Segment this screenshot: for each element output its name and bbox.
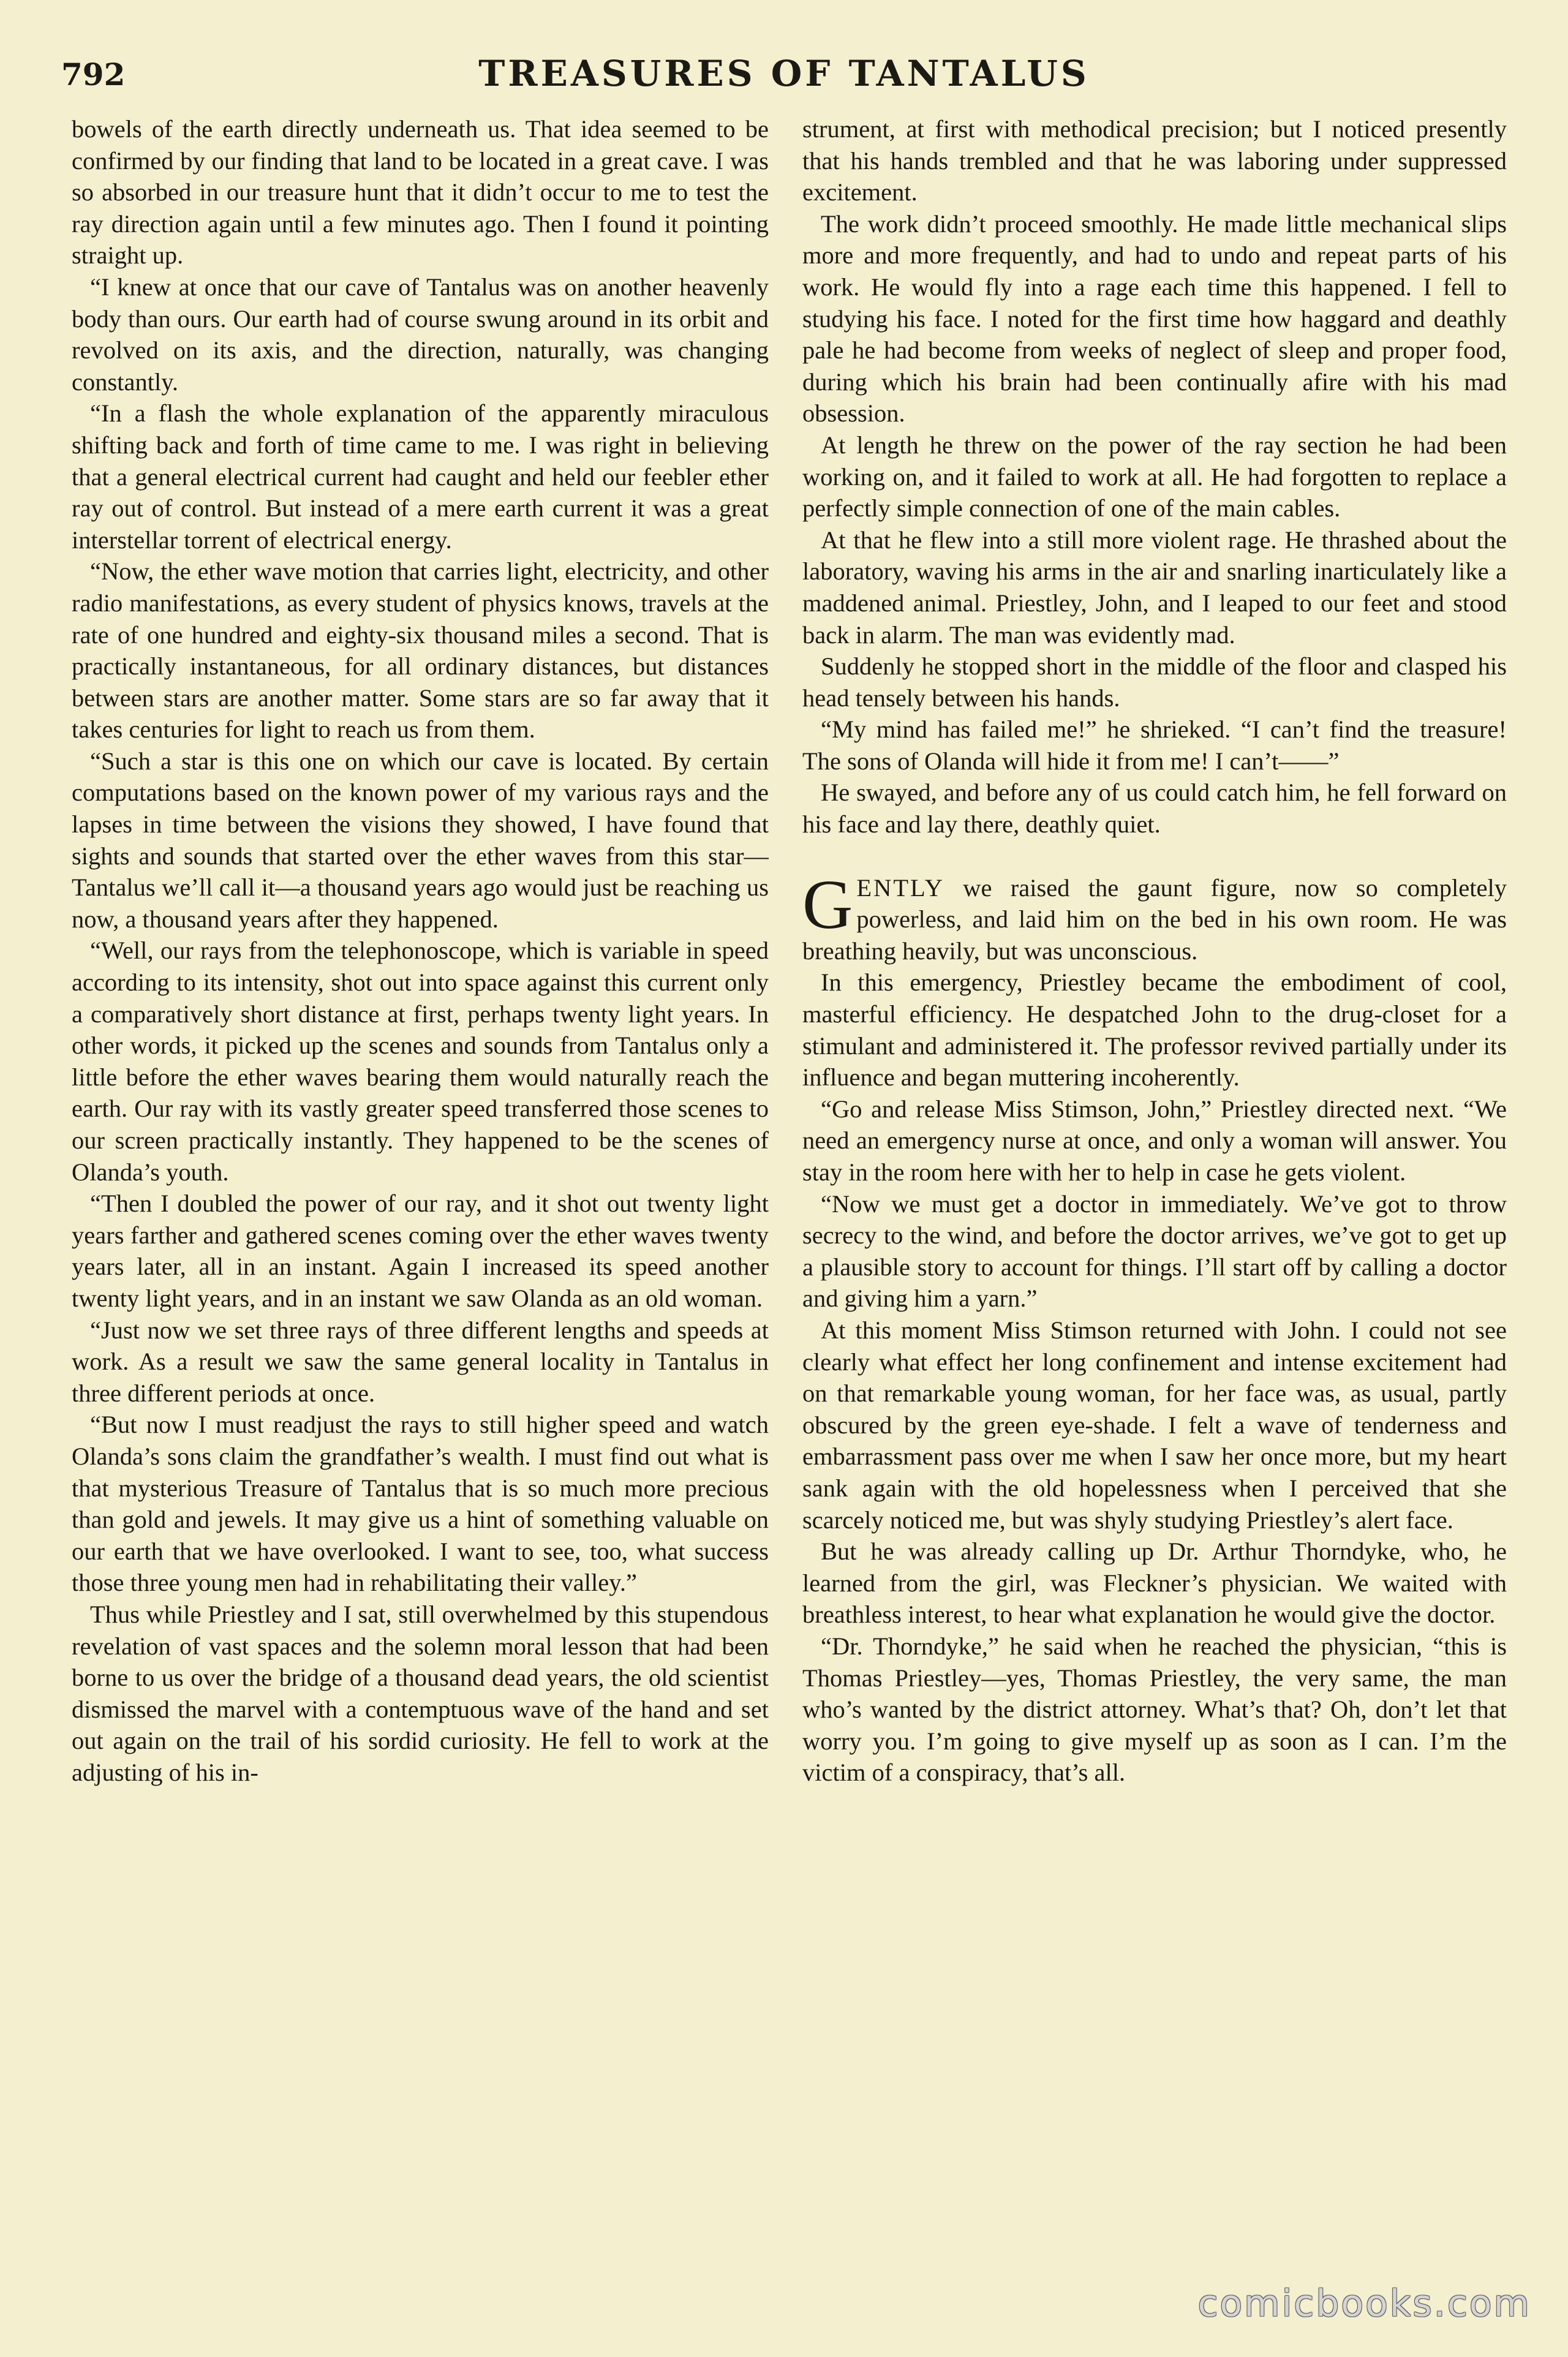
page-number: 792 <box>61 56 126 92</box>
watermark: comicbooks.com <box>1197 2282 1531 2325</box>
body-paragraph: “Now, the ether wave motion that carries light, electricity, and other radio manifestations, as every student of physics knows, travels at the rate of one hundred and eighty-six thousand miles a second. That is practically instantaneous, for all ordinary distances, but distances between stars are another matter. Some stars are so far away that it takes centuries for light to reach us from them. <box>72 557 769 744</box>
body-paragraph: At this moment Miss Stimson returned with John. I could not see clearly what effect her long confinement and intense excitement had on that remarkable young woman, for her face was, as usual, partly obscured by the green eye-shade. I felt a wave of tenderness and embarrassment pass over me when I saw her once more, but my heart sank again with the old hopelessness when I perceived that she scarcely noticed me, but was shyly studying Priestley’s alert face. <box>802 1316 1507 1534</box>
page-header <box>61 48 1507 109</box>
body-paragraph: He swayed, and before any of us could catch him, he fell forward on his face and lay there, deathly quiet. <box>802 779 1507 839</box>
lead-word: ENTLY <box>856 873 944 902</box>
body-paragraph: “In a flash the whole explanation of the apparently miraculous shifting back and forth of time came to me. I was right in believing that a general electrical current had caught and held our feebler ether ray out of control. But instead of a mere earth current it was a great interstellar torrent of electrical energy. <box>72 399 769 554</box>
drop-cap: G <box>802 865 853 943</box>
opening-text: we raised the gaunt figure, now so completely powerless, and laid him on the bed in his own room. He was breathing heavily, but was unconscious. <box>802 873 1507 965</box>
body-paragraph: “Then I doubled the power of our ray, and it shot out twenty light years farther and gathered scenes coming over the ether waves twenty years later, all in an instant. Again I increased its speed another twenty light years, and in an instant we saw Olanda as an old woman. <box>72 1190 769 1312</box>
body-paragraph: “Such a star is this one on which our cave is located. By certain computations based on the known power of my various rays and the lapses in time between the visions they showed, I have found that sights and sounds that started over the ether waves from this star—Tantalus we’ll call it—a thousand years ago would just be reaching us now, a thousand years after they happened. <box>72 747 769 933</box>
left-column <box>72 113 769 2294</box>
body-paragraph: “My mind has failed me!” he shrieked. “I can’t find the treasure! The sons of Olanda will hide it from me! I can’t——” <box>802 715 1507 775</box>
running-title: TREASURES OF TANTALUS <box>478 53 1090 94</box>
body-paragraph: “I knew at once that our cave of Tantalus was on another heavenly body than ours. Our earth had of course swung around in its orbit and revolved on its axis, and the direction, naturally, was changing constantly. <box>72 273 769 396</box>
section-break <box>802 840 1507 872</box>
body-paragraph: “Now we must get a doctor in immediately. We’ve got to throw secrecy to the wind, and before the doctor arrives, we’ve got to get up a plausible story to account for things. I’ll start off by calling a doctor and giving him a yarn.” <box>802 1190 1507 1313</box>
body-paragraph: Thus while Priestley and I sat, still overwhelmed by this stupendous revelation of vast spaces and the solemn moral lesson that had been borne to us over the bridge of a thousand dead years, the old scientist dismissed the marvel with a contemptuous wave of the hand and set out again on the trail of his sordid curiosity. He fell to work at the adjusting of his in- <box>72 1600 769 1786</box>
body-paragraph: At that he flew into a still more violent rage. He thrashed about the laboratory, waving his arms in the air and snarling inarticulately like a maddened animal. Priestley, John, and I leaped to our feet and stood back in alarm. The man was evidently mad. <box>802 526 1507 649</box>
body-paragraph: The work didn’t proceed smoothly. He made little mechanical slips more and more frequently, and had to undo and repeat parts of his work. He would fly into a rage each time this happened. I fell to studying his face. I noted for the first time how haggard and deathly pale he had become from weeks of neglect of sleep and proper food, during which his brain had been continually afire with his mad obsession. <box>802 209 1507 428</box>
body-paragraph: “Well, our rays from the telephonoscope, which is variable in speed according to its intensity, shot out into space against this current only a comparatively short distance at first, perhaps twenty light years. In other words, it picked up the scenes and sounds from Tantalus only a little before the ether waves bearing them would naturally reach the earth. Our ray with its vastly greater speed transferred those scenes to our screen practically instantly. They happened to be the scenes of Olanda’s youth. <box>72 937 769 1186</box>
body-paragraph: “Dr. Thorndyke,” he said when he reached the physician, “this is Thomas Priestley—yes, Thomas Priestley, the very same, the man who’s wanted by the district attorney. What’s that? Oh, don’t let that worry you. I’m going to give myself up as soon as I can. I’m the victim of a conspiracy, that’s all. <box>802 1632 1507 1787</box>
body-paragraph: At length he threw on the power of the ray section he had been working on, and it failed to work at all. He had forgotten to replace a perfectly simple connection of one of the main cables. <box>802 431 1507 522</box>
body-paragraph: “But now I must readjust the rays to still higher speed and watch Olanda’s sons claim the grandfather’s wealth. I must find out what is that mysterious Treasure of Tantalus that is so much more precious than gold and jewels. It may give us a hint of something valuable on our earth that we have overlooked. I want to see, too, what success those three young men had in rehabilitating their valley.” <box>72 1411 769 1597</box>
body-paragraph: “Go and release Miss Stimson, John,” Priestley directed next. “We need an emergency nurse at once, and only a woman will answer. You stay in the room here with her to help in case he gets violent. <box>802 1095 1507 1186</box>
body-paragraph: bowels of the earth directly underneath us. That idea seemed to be confirmed by our finding that land to be located in a great cave. I was so absorbed in our treasure hunt that it didn’t occur to me to test the ray direction again until a few minutes ago. Then I found it pointing straight up. <box>72 115 769 270</box>
body-paragraph: strument, at first with methodical precision; but I noticed presently that his hands trembled and that he was laboring under suppressed excitement. <box>802 115 1507 206</box>
section-opening-paragraph <box>802 865 1507 967</box>
body-paragraph: Suddenly he stopped short in the middle of the floor and clasped his head tensely between his hands. <box>802 652 1507 712</box>
body-paragraph: “Just now we set three rays of three different lengths and speeds at work. As a result we saw the same general locality in Tantalus in three different periods at once. <box>72 1316 769 1407</box>
body-paragraph: But he was already calling up Dr. Arthur Thorndyke, who, he learned from the girl, was Fleckner’s physician. We waited with breathless interest, to hear what explanation he would give the doctor. <box>802 1537 1507 1629</box>
body-paragraph: In this emergency, Priestley became the embodiment of cool, masterful efficiency. He despatched John to the drug-closet for a stimulant and administered it. The professor revived partially under its influence and began muttering incoherently. <box>802 968 1507 1092</box>
right-column <box>802 113 1507 2294</box>
